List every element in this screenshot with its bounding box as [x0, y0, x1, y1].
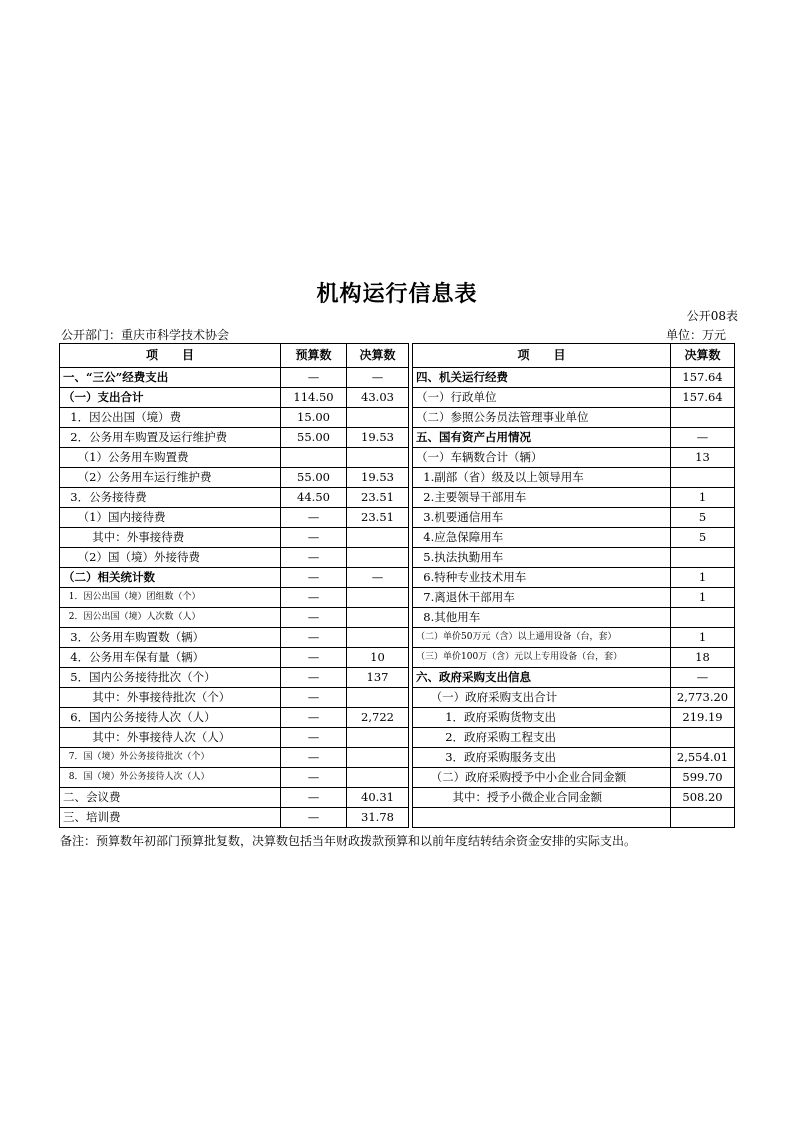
right-item-cell: （三）单价100万（含）元以上专用设备（台，套） — [413, 648, 671, 668]
table-row — [60, 608, 735, 628]
footnote: 备注：预算数年初部门预算批复数，决算数包括当年财政拨款预算和以前年度结转结余资金安排的实际支出。 — [60, 834, 637, 848]
budget-cell: — — [281, 568, 347, 588]
table-row — [60, 408, 735, 428]
final-cell: — — [347, 368, 409, 388]
final-cell: 19.53 — [347, 468, 409, 488]
left-item-cell: 2．因公出国（境）人次数（人） — [60, 608, 281, 628]
budget-cell: 114.50 — [281, 388, 347, 408]
budget-cell: — — [281, 768, 347, 788]
right-item-cell: 1．政府采购货物支出 — [413, 708, 671, 728]
form-number: 公开08表 — [686, 309, 738, 323]
table-row — [60, 648, 735, 668]
budget-cell: — — [281, 508, 347, 528]
right-item-cell: 4.应急保障用车 — [413, 528, 671, 548]
right-item-cell: 四、机关运行经费 — [413, 368, 671, 388]
budget-cell: — — [281, 688, 347, 708]
right-final-cell: 1 — [671, 588, 735, 608]
right-final-cell: 2,554.01 — [671, 748, 735, 768]
header-right-final: 决算数 — [671, 344, 735, 368]
table-row — [60, 728, 735, 748]
header-left-item: 项 目 — [60, 344, 281, 368]
budget-cell: — — [281, 608, 347, 628]
left-item-cell: 二、会议费 — [60, 788, 281, 808]
table-row — [60, 668, 735, 688]
right-item-cell: 3.机要通信用车 — [413, 508, 671, 528]
right-final-cell: 1 — [671, 568, 735, 588]
right-item-cell: 8.其他用车 — [413, 608, 671, 628]
budget-cell: — — [281, 808, 347, 828]
header-budget: 预算数 — [281, 344, 347, 368]
right-item-cell: （二）政府采购授予中小企业合同金额 — [413, 768, 671, 788]
right-final-cell — [671, 808, 735, 828]
final-cell: 137 — [347, 668, 409, 688]
budget-cell: — — [281, 588, 347, 608]
table-row — [60, 808, 735, 828]
table-row — [60, 688, 735, 708]
right-final-cell: 18 — [671, 648, 735, 668]
budget-cell: — — [281, 788, 347, 808]
left-item-cell: 3．公务接待费 — [60, 488, 281, 508]
table-row — [60, 768, 735, 788]
final-cell: — — [347, 568, 409, 588]
final-cell: 31.78 — [347, 808, 409, 828]
right-final-cell — [671, 728, 735, 748]
left-item-cell: 6．国内公务接待人次（人） — [60, 708, 281, 728]
final-cell — [347, 688, 409, 708]
unit-label: 单位：万元 — [666, 328, 727, 342]
left-item-cell: 1．因公出国（境）费 — [60, 408, 281, 428]
left-item-cell: 1．因公出国（境）团组数（个） — [60, 588, 281, 608]
right-item-cell — [413, 808, 671, 828]
table-row — [60, 708, 735, 728]
right-item-cell: 六、政府采购支出信息 — [413, 668, 671, 688]
budget-cell: — — [281, 748, 347, 768]
table-row — [60, 788, 735, 808]
left-item-cell: （2）国（境）外接待费 — [60, 548, 281, 568]
left-item-cell: 4．公务用车保有量（辆） — [60, 648, 281, 668]
final-cell — [347, 588, 409, 608]
table-row — [60, 508, 735, 528]
right-final-cell: 1 — [671, 628, 735, 648]
budget-cell — [281, 448, 347, 468]
right-final-cell: 13 — [671, 448, 735, 468]
left-item-cell: 7．国（境）外公务接待批次（个） — [60, 748, 281, 768]
final-cell — [347, 408, 409, 428]
final-cell — [347, 548, 409, 568]
right-final-cell: 1 — [671, 488, 735, 508]
right-final-cell — [671, 608, 735, 628]
budget-cell: — — [281, 628, 347, 648]
table-header-row — [60, 344, 735, 368]
right-item-cell: （一）车辆数合计（辆） — [413, 448, 671, 468]
table-row — [60, 628, 735, 648]
left-item-cell: 3．公务用车购置数（辆） — [60, 628, 281, 648]
right-item-cell: 6.特种专业技术用车 — [413, 568, 671, 588]
budget-cell: 55.00 — [281, 468, 347, 488]
budget-cell: — — [281, 708, 347, 728]
right-final-cell: 5 — [671, 528, 735, 548]
final-cell: 23.51 — [347, 488, 409, 508]
page-title: 机构运行信息表 — [316, 282, 478, 307]
table-row — [60, 568, 735, 588]
right-item-cell: 1.副部（省）级及以上领导用车 — [413, 468, 671, 488]
final-cell — [347, 728, 409, 748]
table-row — [60, 448, 735, 468]
left-item-cell: 三、培训费 — [60, 808, 281, 828]
final-cell: 2,722 — [347, 708, 409, 728]
right-item-cell: 2.主要领导干部用车 — [413, 488, 671, 508]
table-row — [60, 428, 735, 448]
table-row — [60, 468, 735, 488]
budget-cell: — — [281, 368, 347, 388]
left-item-cell: 8．国（境）外公务接待人次（人） — [60, 768, 281, 788]
final-cell — [347, 608, 409, 628]
right-item-cell: （二）参照公务员法管理事业单位 — [413, 408, 671, 428]
final-cell: 23.51 — [347, 508, 409, 528]
table-row — [60, 388, 735, 408]
left-item-cell: 5．国内公务接待批次（个） — [60, 668, 281, 688]
left-item-cell: （2）公务用车运行维护费 — [60, 468, 281, 488]
right-final-cell — [671, 548, 735, 568]
right-final-cell — [671, 468, 735, 488]
right-final-cell: 508.20 — [671, 788, 735, 808]
final-cell: 43.03 — [347, 388, 409, 408]
left-item-cell: （一）支出合计 — [60, 388, 281, 408]
budget-cell: — — [281, 528, 347, 548]
right-final-cell: 157.64 — [671, 368, 735, 388]
table-row — [60, 588, 735, 608]
right-final-cell: — — [671, 428, 735, 448]
right-item-cell: （一）政府采购支出合计 — [413, 688, 671, 708]
table-row — [60, 748, 735, 768]
right-item-cell: 3．政府采购服务支出 — [413, 748, 671, 768]
budget-cell: — — [281, 548, 347, 568]
left-item-cell: 其中：外事接待费 — [60, 528, 281, 548]
right-item-cell: （二）单价50万元（含）以上通用设备（台，套） — [413, 628, 671, 648]
right-item-cell: 5.执法执勤用车 — [413, 548, 671, 568]
right-final-cell — [671, 408, 735, 428]
right-final-cell: 157.64 — [671, 388, 735, 408]
budget-cell: 44.50 — [281, 488, 347, 508]
right-item-cell: 7.离退休干部用车 — [413, 588, 671, 608]
left-item-cell: 其中：外事接待人次（人） — [60, 728, 281, 748]
final-cell — [347, 628, 409, 648]
budget-cell: — — [281, 728, 347, 748]
left-item-cell: （1）国内接待费 — [60, 508, 281, 528]
table-row — [60, 488, 735, 508]
table-row — [60, 528, 735, 548]
right-final-cell: 219.19 — [671, 708, 735, 728]
header-final: 决算数 — [347, 344, 409, 368]
header-right-item: 项 目 — [413, 344, 671, 368]
left-item-cell: 其中：外事接待批次（个） — [60, 688, 281, 708]
left-item-cell: 2．公务用车购置及运行维护费 — [60, 428, 281, 448]
table-row — [60, 368, 735, 388]
right-final-cell: — — [671, 668, 735, 688]
left-item-cell: （二）相关统计数 — [60, 568, 281, 588]
left-item-cell: （1）公务用车购置费 — [60, 448, 281, 468]
right-item-cell: 2．政府采购工程支出 — [413, 728, 671, 748]
final-cell — [347, 528, 409, 548]
final-cell — [347, 768, 409, 788]
budget-cell: — — [281, 648, 347, 668]
right-final-cell: 599.70 — [671, 768, 735, 788]
final-cell — [347, 748, 409, 768]
report-table — [59, 343, 735, 828]
table-row — [60, 548, 735, 568]
budget-cell: — — [281, 668, 347, 688]
final-cell: 10 — [347, 648, 409, 668]
final-cell: 40.31 — [347, 788, 409, 808]
right-item-cell: （一）行政单位 — [413, 388, 671, 408]
right-final-cell: 5 — [671, 508, 735, 528]
budget-cell: 15.00 — [281, 408, 347, 428]
department-label: 公开部门：重庆市科学技术协会 — [61, 328, 230, 342]
right-final-cell: 2,773.20 — [671, 688, 735, 708]
final-cell — [347, 448, 409, 468]
right-item-cell: 其中：授予小微企业合同金额 — [413, 788, 671, 808]
final-cell: 19.53 — [347, 428, 409, 448]
left-item-cell: 一、“三公”经费支出 — [60, 368, 281, 388]
right-item-cell: 五、国有资产占用情况 — [413, 428, 671, 448]
budget-cell: 55.00 — [281, 428, 347, 448]
